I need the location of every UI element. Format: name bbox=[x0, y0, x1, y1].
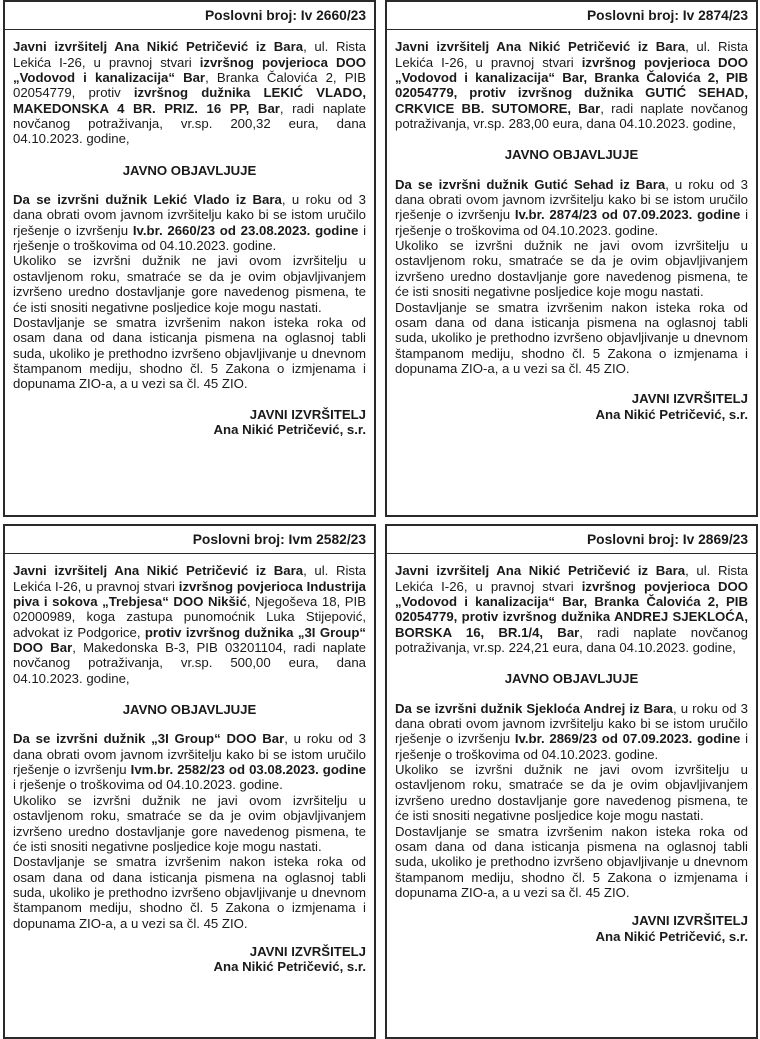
case-number: Poslovni broj: Iv 2874/23 bbox=[387, 2, 756, 30]
text-run: , Branka Čalovića 2, PIB 02054779, protiv bbox=[13, 70, 367, 101]
text-run: , radi naplate novčanog potraživanja, vr.sp. 283,00 eura, dana 04.10.2023. godine, bbox=[395, 100, 748, 132]
text-run: , radi naplate novčanog potraživanja, vr.sp. 200,32 eura, dana 04.10.2023. godine, bbox=[13, 100, 366, 147]
bold-text-run: izvršnog povjerioca Industrija piva i sokova „Trebjesa“ DOO Nikšić bbox=[13, 578, 366, 610]
text-run: , ul. Rista Lekića I-26, u pravnoj stvari bbox=[395, 563, 749, 594]
bold-text-run: izvršnog dužnika LEKIĆ VLADO, MAKEDONSKA 4 BR. PRIZ. 16 PP, Bar bbox=[13, 85, 366, 116]
text-run: , u roku od 3 dana obrati ovom javnom izvršitelju kako bi se istom uručilo rješenje o izvršenju bbox=[395, 176, 748, 223]
signature-name: Ana Nikić Petričević, s.r. bbox=[595, 406, 748, 422]
notice-intro bbox=[395, 563, 748, 655]
notice-box bbox=[3, 524, 376, 1039]
signature-name: Ana Nikić Petričević, s.r. bbox=[213, 421, 366, 437]
notice-body bbox=[13, 192, 366, 253]
notice-box bbox=[385, 0, 758, 517]
bold-text-run: Javni izvršitelj Ana Nikić Petričević iz Bara bbox=[395, 39, 686, 55]
notice-intro bbox=[13, 39, 366, 146]
text-run: , u roku od 3 dana obrati ovom javnom izvršitelju kako bi se istom uručilo rješenje o izvršenju bbox=[13, 192, 367, 238]
bold-text-run: Javni izvršitelj Ana Nikić Petričević iz Bara bbox=[13, 563, 304, 579]
notice-paragraph-delivery: Dostavljanje se smatra izvršenim nakon isteka roka od osam dana od dana isticanja pismena na oglasnoj tabli suda, ukoliko je prethodno izvršeno objavljivanje u dnevnom štampanom mediju, shodno čl. 5 Zakona o izmjenama i dopunama ZIO-a, a u vezi sa čl. 45 ZIO. bbox=[13, 314, 366, 392]
notice-intro bbox=[13, 563, 366, 686]
bold-text-run: izvršnog povjerioca DOO „Vodovod i kanalizacija“ Bar, Branka Čalovića 2, PIB 02054779, protiv izvršnog dužnika GUTIĆ SEHAD, CRKVICE BB. SUTOMORE, Bar bbox=[395, 54, 748, 116]
notice-heading: JAVNO OBJAVLJUJE bbox=[122, 162, 257, 178]
text-run: i rješenje o troškovima od 04.10.2023. godine. bbox=[395, 207, 749, 238]
signature-title: JAVNI IZVRŠITELJ bbox=[631, 913, 748, 929]
notice-box bbox=[385, 524, 758, 1039]
signature-block bbox=[13, 944, 366, 975]
notice-intro bbox=[395, 39, 748, 131]
text-run: , u roku od 3 dana obrati ovom javnom izvršitelju kako bi se istom uručilo rješenje o izvršenju bbox=[13, 731, 366, 778]
bold-text-run: Iv.br. 2874/23 od 07.09.2023. godine bbox=[514, 207, 741, 223]
case-number: Poslovni broj: Iv 2660/23 bbox=[5, 2, 374, 30]
bold-text-run: Javni izvršitelj Ana Nikić Petričević iz Bara bbox=[395, 563, 686, 579]
notice-box bbox=[3, 0, 376, 517]
bold-text-run: Da se izvršni dužnik Sjekloća Andrej iz Bara bbox=[395, 700, 674, 716]
text-run: , radi naplate novčanog potraživanja, vr.sp. 224,21 eura, dana 04.10.2023. godine, bbox=[395, 624, 748, 656]
notice-paragraph-consequences: Ukoliko se izvršni dužnik ne javi ovom izvršitelju u ostavljenom roku, smatraće se da je ovim objavljivanjem izvršeno uredno dostavljanje gore navedenog pismena, te će isti snositi negativne posljedice koje mogu nastati. bbox=[13, 792, 366, 854]
notice-paragraph-delivery: Dostavljanje se smatra izvršenim nakon isteka roka od osam dana od dana isticanja pismena na oglasnoj tabli suda, ukoliko je prethodno izvršeno objavljivanje u dnevnom štampanom mediju, shodno čl. 5 Zakona o izmjenama i dopunama ZIO-a, a u vezi sa čl. 45 ZIO. bbox=[395, 823, 748, 900]
text-run: i rješenje o troškovima od 04.10.2023. godine. bbox=[13, 222, 367, 254]
text-run: i rješenje o troškovima od 04.10.2023. godine. bbox=[395, 731, 749, 762]
bold-text-run: Da se izvršni dužnik Gutić Sehad iz Bara bbox=[395, 176, 666, 192]
notice-body bbox=[13, 731, 366, 792]
text-run: , ul. Rista Lekića I-26, u pravnoj stvari bbox=[395, 39, 749, 70]
case-number: Poslovni broj: Iv 2869/23 bbox=[387, 526, 756, 554]
bold-text-run: izvršnog povjerioca DOO „Vodovod i kanalizacija“ Bar, Branka Čalovića 2, PIB 02054779, protiv izvršnog dužnika ANDREJ SJEKLOĆA, BORSKA 16, BR.1/4, Bar bbox=[395, 578, 748, 640]
notice-heading: JAVNO OBJAVLJUJE bbox=[504, 671, 639, 687]
signature-block bbox=[395, 391, 748, 422]
case-number: Poslovni broj: Ivm 2582/23 bbox=[5, 526, 374, 554]
text-run: , Njegoševa 18, PIB 02000989, koga zastupa punomoćnik Luka Stijepović, advokat iz Podgorice, bbox=[13, 594, 366, 640]
signature-name: Ana Nikić Petričević, s.r. bbox=[595, 928, 748, 944]
text-run: i rješenje o troškovima od 04.10.2023. godine. bbox=[13, 777, 283, 793]
bold-text-run: protiv izvršnog dužnika „3I Group“ DOO Bar bbox=[13, 624, 366, 656]
notice-paragraph-delivery: Dostavljanje se smatra izvršenim nakon isteka roka od osam dana od dana isticanja pismena na oglasnoj tabli suda, ukoliko je prethodno izvršeno objavljivanje u dnevnom štampanom mediju, shodno čl. 5 Zakona o izmjenama i dopunama ZIO-a, a u vezi sa čl. 45 ZIO. bbox=[395, 299, 748, 376]
bold-text-run: Iv.br. 2869/23 od 07.09.2023. godine bbox=[514, 731, 741, 747]
text-run: , Makedonska B-3, PIB 03201104, radi naplate novčanog potraživanja, vr.sp. 500,00 eura, dana 04.10.2023. godine, bbox=[13, 640, 366, 686]
notice-paragraph-delivery: Dostavljanje se smatra izvršenim nakon isteka roka od osam dana od dana isticanja pismena na oglasnoj tabli suda, ukoliko je prethodno izvršeno objavljivanje u dnevnom štampanom mediju, shodno čl. 5 Zakona o izmjenama i dopunama ZIO-a, a u vezi sa čl. 45 ZIO. bbox=[13, 854, 366, 931]
text-run: , ul. Rista Lekića I-26, u pravnoj stvari bbox=[13, 39, 367, 70]
text-run: , u roku od 3 dana obrati ovom javnom izvršitelju kako bi se istom uručilo rješenje o izvršenju bbox=[395, 700, 748, 747]
notice-paragraph-consequences: Ukoliko se izvršni dužnik ne javi ovom izvršitelju u ostavljenom roku, smatraće se da je ovim objavljivanjem izvršeno uredno dostavljanje gore navedenog pismena, te će isti snositi negativne posljedice koje mogu nastati. bbox=[395, 762, 748, 824]
bold-text-run: Da se izvršni dužnik „3I Group“ DOO Bar bbox=[13, 731, 285, 747]
signature-title: JAVNI IZVRŠITELJ bbox=[249, 943, 366, 959]
text-run: , ul. Rista Lekića I-26, u pravnoj stvari bbox=[13, 563, 367, 594]
signature-block bbox=[395, 913, 748, 944]
bold-text-run: Ivm.br. 2582/23 od 03.08.2023. godine bbox=[130, 762, 366, 778]
signature-title: JAVNI IZVRŠITELJ bbox=[249, 406, 366, 422]
bold-text-run: izvršnog povjerioca DOO „Vodovod i kanalizacija“ Bar bbox=[13, 54, 366, 86]
notice-paragraph-consequences: Ukoliko se izvršni dužnik ne javi ovom izvršitelju u ostavljenom roku, smatraće se da je ovim objavljivanjem izvršeno uredno dostavljanje gore navedenog pismena, te će isti snositi negativne posljedice koje mogu nastati. bbox=[395, 238, 748, 300]
bold-text-run: Iv.br. 2660/23 od 23.08.2023. godine bbox=[132, 222, 359, 238]
notice-body bbox=[395, 701, 748, 762]
notice-heading: JAVNO OBJAVLJUJE bbox=[122, 702, 257, 718]
notice-body bbox=[395, 177, 748, 238]
signature-name: Ana Nikić Petričević, s.r. bbox=[213, 959, 366, 975]
signature-title: JAVNI IZVRŠITELJ bbox=[631, 391, 748, 407]
bold-text-run: Da se izvršni dužnik Lekić Vlado iz Bara bbox=[13, 192, 282, 208]
notice-paragraph-consequences: Ukoliko se izvršni dužnik ne javi ovom izvršitelju u ostavljenom roku, smatraće se da je ovim objavljivanjem izvršeno uredno dostavljanje gore navedenog pismena, te će isti snositi negativne posljedice koje mogu nastati. bbox=[13, 253, 366, 315]
bold-text-run: Javni izvršitelj Ana Nikić Petričević iz Bara bbox=[13, 39, 304, 55]
signature-block bbox=[13, 407, 366, 438]
notice-heading: JAVNO OBJAVLJUJE bbox=[504, 147, 639, 163]
